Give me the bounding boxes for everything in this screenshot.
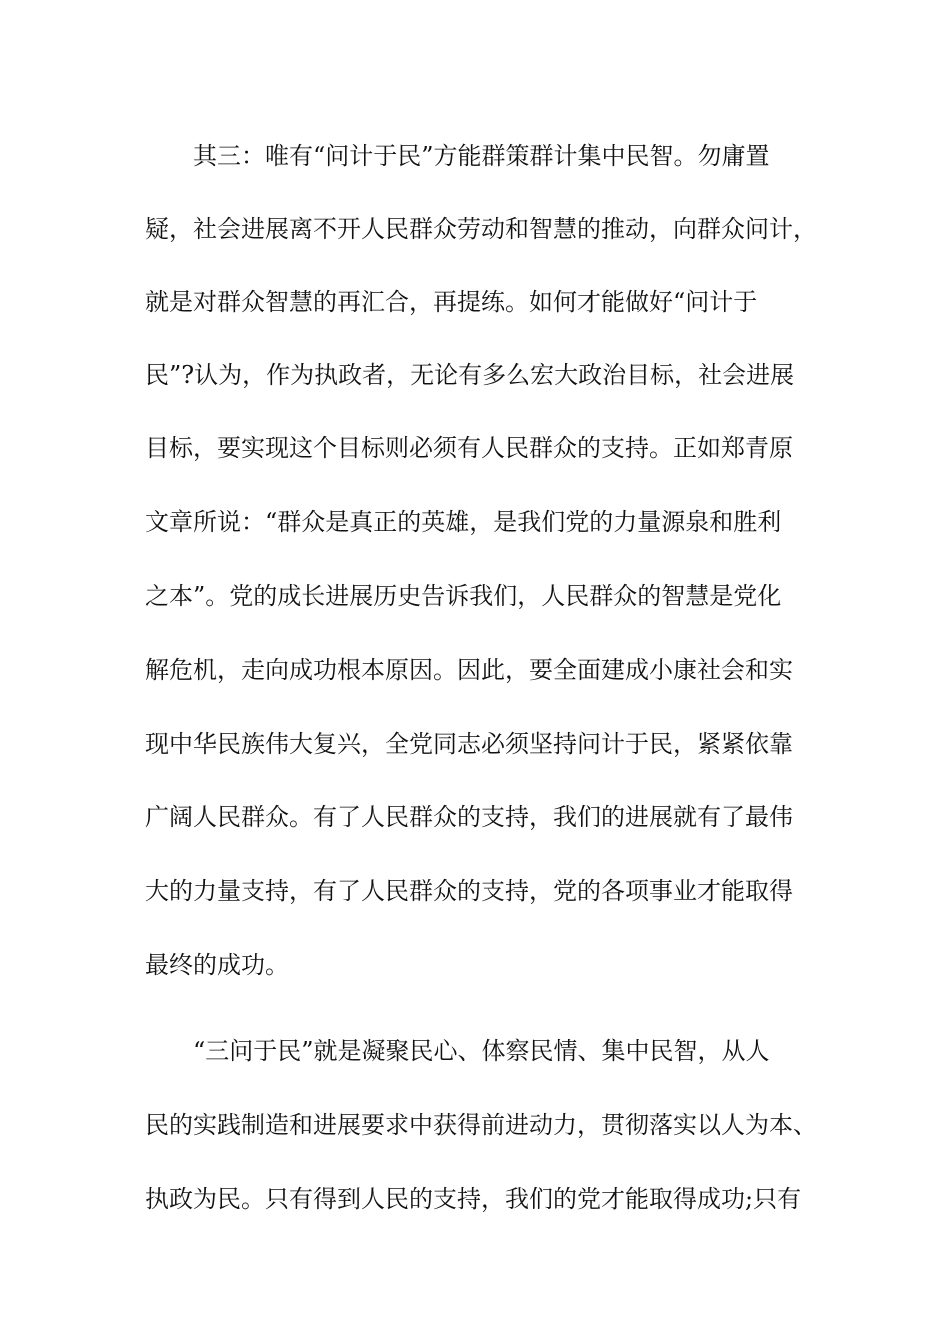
text-line: 之本”。党的成长进展历史告诉我们，人民群众的智慧是党化 (145, 582, 782, 610)
text-line: 目标，要实现这个目标则必须有人民群众的支持。正如郑青原 (145, 434, 793, 462)
text-line: 执政为民。只有得到人民的支持，我们的党才能取得成功;只有 (145, 1185, 802, 1213)
text-line: “三问于民”就是凝聚民心、体察民情、集中民智，从人 (193, 1037, 770, 1065)
text-line: 就是对群众智慧的再汇合，再提练。如何才能做好“问计于 (145, 288, 758, 316)
text-line: 民”?认为，作为执政者，无论有多么宏大政治目标，社会进展 (145, 361, 795, 389)
text-line: 现中华民族伟大复兴，全党同志必须坚持问计于民，紧紧依靠 (145, 730, 793, 758)
text-line: 最终的成功。 (145, 951, 289, 979)
text-line: 大的力量支持，有了人民群众的支持，党的各项事业才能取得 (145, 877, 793, 905)
text-line: 其三：唯有“问计于民”方能群策群计集中民智。勿庸置 (193, 142, 770, 170)
text-line: 疑，社会进展离不开人民群众劳动和智慧的推动，向群众问计， (145, 215, 817, 243)
text-line: 解危机，走向成功根本原因。因此，要全面建成小康社会和实 (145, 656, 793, 684)
text-line: 民的实践制造和进展要求中获得前进动力，贯彻落实以人为本、 (145, 1111, 817, 1139)
text-line: 文章所说：“群众是真正的英雄，是我们党的力量源泉和胜利 (145, 508, 782, 536)
text-line: 广阔人民群众。有了人民群众的支持，我们的进展就有了最伟 (145, 803, 793, 831)
